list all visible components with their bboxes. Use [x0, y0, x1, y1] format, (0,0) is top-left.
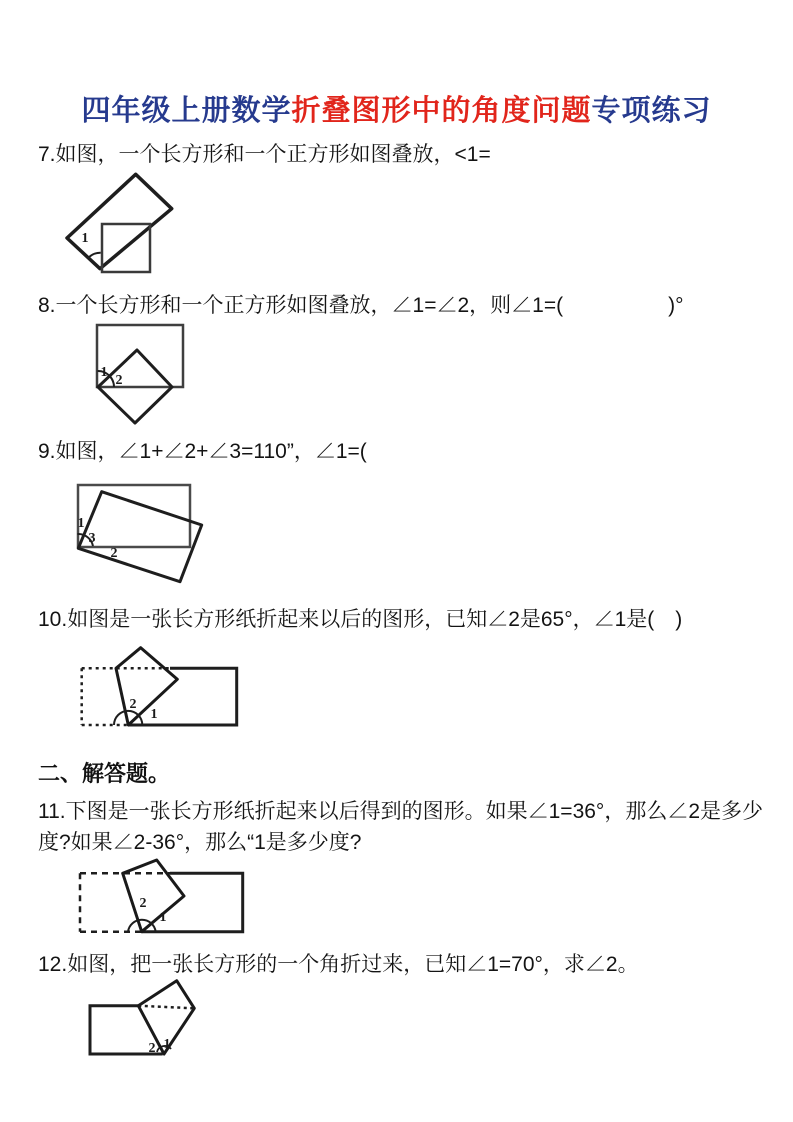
angle-1-label: 1	[81, 231, 89, 246]
angle-1-label: 1	[163, 1037, 171, 1052]
figure-q12	[83, 976, 208, 1061]
angle-1-label: 1	[159, 910, 167, 925]
page-title	[0, 88, 793, 129]
figure-q10	[73, 640, 248, 735]
angle-2-label: 2	[115, 373, 123, 388]
figure-q8	[86, 320, 201, 435]
angle-arc	[88, 253, 100, 258]
rectangle-tilted	[78, 492, 201, 582]
angle-1-label: 1	[150, 707, 158, 722]
angle-1-label: 1	[100, 365, 108, 380]
section-2-heading: 二、解答题。	[38, 761, 171, 786]
angle-2-label: 2	[139, 896, 147, 911]
dashed-fold-crease	[138, 1006, 193, 1009]
title-part-grade: 四年级上册数学	[81, 95, 292, 127]
title-part-practice: 专项练习	[591, 95, 712, 127]
angle-1-label: 1	[77, 516, 85, 531]
question-11-line1: 11.下图是一张长方形纸折起来以后得到的图形。如果∠1=36°，那么∠2是多少	[38, 800, 764, 823]
question-11-line2: 度?如果∠2-36°，那么“1是多少度?	[38, 831, 362, 854]
rectangle-solid-part	[139, 873, 243, 931]
figure-q9	[58, 476, 278, 606]
figure-q7	[53, 162, 193, 282]
folded-flap	[116, 648, 177, 725]
question-10-text: 10.如图是一张长方形纸折起来以后的图形，已知∠2是65°，∠1是( )	[38, 608, 683, 631]
question-9-text: 9.如图，∠1+∠2+∠3=110”，∠1=(	[38, 440, 367, 463]
folded-flap	[123, 860, 184, 932]
question-8-text: 8.一个长方形和一个正方形如图叠放，∠1=∠2，则∠1=( )°	[38, 294, 684, 317]
figure-q11	[71, 854, 256, 946]
question-7-text: 7.如图，一个长方形和一个正方形如图叠放，<1=	[38, 143, 491, 166]
angle-2-label: 2	[129, 697, 137, 712]
angle-2-label: 2	[110, 546, 118, 561]
question-12-text: 12.如图，把一张长方形的一个角折过来，已知∠1=70°，求∠2。	[38, 953, 639, 976]
angle-3-label: 3	[88, 531, 96, 546]
rectangle-solid-part	[128, 668, 236, 725]
angle-2-label: 2	[148, 1041, 156, 1056]
title-part-topic: 折叠图形中的角度问题	[291, 95, 592, 127]
tilted-rectangle	[67, 174, 172, 268]
